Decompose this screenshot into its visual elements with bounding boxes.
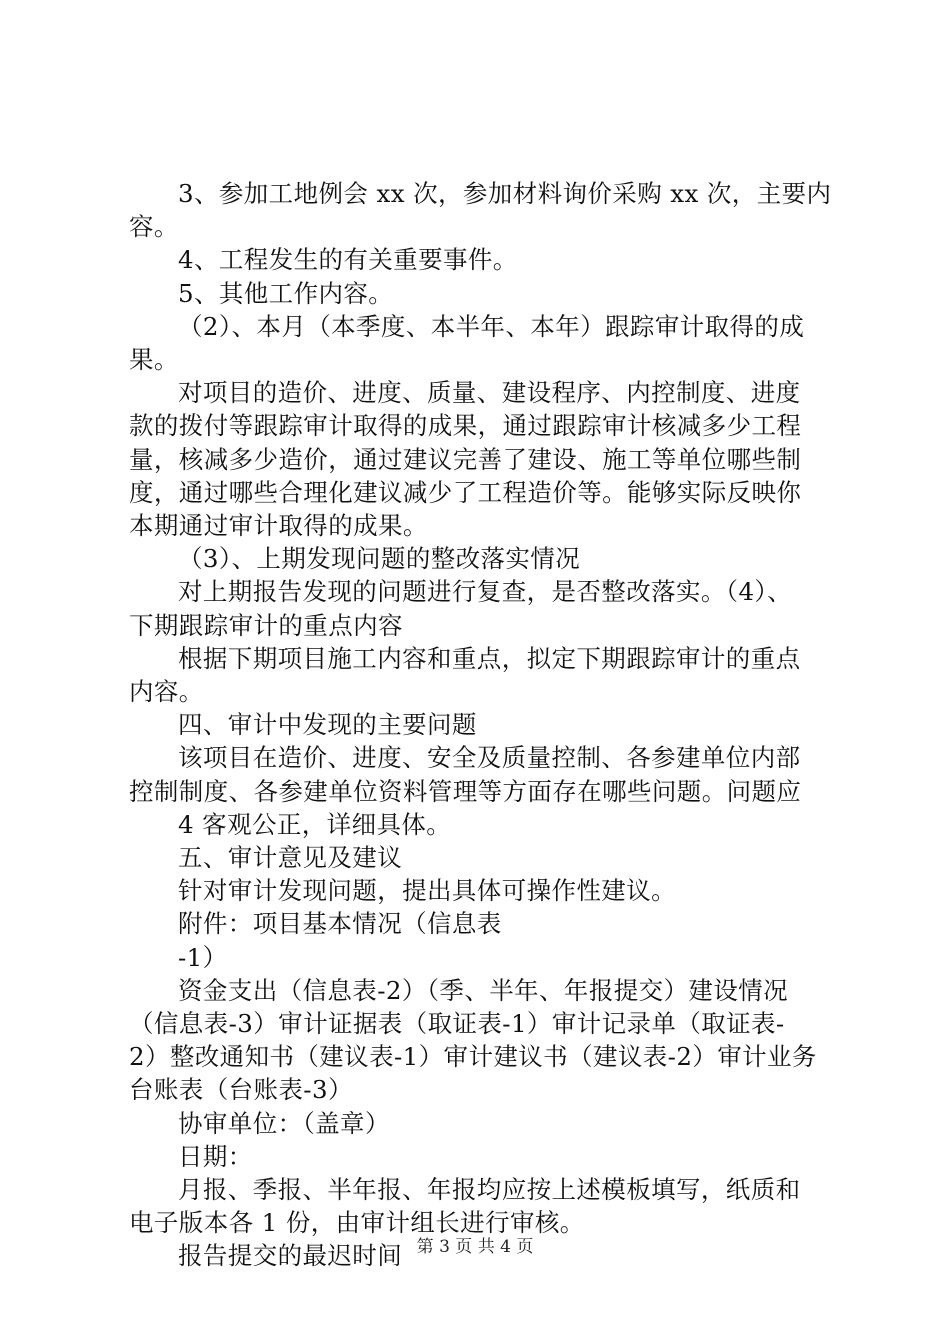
paragraph-continuation-line: 容。: [129, 212, 179, 242]
paragraph-first-line: 根据下期项目施工内容和重点，拟定下期跟踪审计的重点: [178, 643, 801, 673]
paragraph-continuation-line: 2）整改通知书（建议表-1）审计建议书（建议表-2）审计业务: [129, 1042, 817, 1072]
paragraph-first-line: 3、参加工地例会 xx 次，参加材料询价采购 xx 次，主要内: [178, 179, 832, 208]
paragraph-first-line: 资金支出（信息表-2）（季、半年、年报提交）建设情况: [178, 975, 789, 1005]
paragraph-continuation-line: 果。: [129, 345, 179, 374]
paragraph-first-line: 4 客观公正，详细具体。: [178, 809, 452, 839]
paragraph-continuation-line: 电子版本各 1 份，由审计组长进行审核。: [129, 1208, 585, 1238]
paragraph-first-line: 附件：项目基本情况（信息表: [178, 909, 502, 939]
paragraph-continuation-line: （信息表-3）审计证据表（取证表-1）审计记录单（取证表-: [129, 1009, 785, 1038]
paragraph-continuation-line: 下期跟踪审计的重点内容: [129, 610, 403, 640]
paragraph-first-line: 协审单位：（盖章）: [178, 1108, 390, 1138]
paragraph-continuation-line: 量，核减多少造价，通过建议完善了建设、施工等单位哪些制: [129, 444, 802, 474]
paragraph-first-line: 该项目在造价、进度、安全及质量控制、各参建单位内部: [178, 743, 801, 773]
page-footer: 第 3 页 共 4 页: [416, 1237, 534, 1257]
paragraph-first-line: 日期：: [178, 1141, 253, 1171]
paragraph-first-line: 月报、季报、半年报、年报均应按上述模板填写，纸质和: [178, 1175, 801, 1204]
paragraph-first-line: 报告提交的最迟时间: [178, 1241, 403, 1271]
paragraph-continuation-line: 款的拨付等跟踪审计取得的成果，通过跟踪审计核减多少工程: [129, 411, 802, 441]
paragraph-first-line: （3）、上期发现问题的整改落实情况: [178, 544, 581, 574]
paragraph-continuation-line: 台账表（台账表-3）: [129, 1075, 353, 1105]
paragraph-continuation-line: 本期通过审计取得的成果。: [129, 511, 428, 540]
paragraph-first-line: -1）: [178, 942, 228, 972]
paragraph-first-line: 5、其他工作内容。: [178, 278, 394, 308]
paragraph-first-line: （2）、本月（本季度、本半年、本年）跟踪审计取得的成: [178, 311, 805, 341]
paragraph-first-line: 四、审计中发现的主要问题: [178, 710, 477, 740]
paragraph-continuation-line: 内容。: [129, 677, 204, 706]
paragraph-first-line: 对项目的造价、进度、质量、建设程序、内控制度、进度: [178, 378, 801, 408]
paragraph-first-line: 4、工程发生的有关重要事件。: [178, 245, 518, 275]
paragraph-first-line: 五、审计意见及建议: [178, 843, 403, 872]
paragraph-first-line: 针对审计发现问题，提出具体可操作性建议。: [178, 876, 676, 906]
paragraph-first-line: 对上期报告发现的问题进行复查，是否整改落实。（4）、: [178, 577, 792, 607]
paragraph-continuation-line: 度，通过哪些合理化建议减少了工程造价等。能够实际反映你: [129, 477, 802, 507]
paragraph-continuation-line: 控制制度、各参建单位资料管理等方面存在哪些问题。问题应: [129, 776, 802, 806]
